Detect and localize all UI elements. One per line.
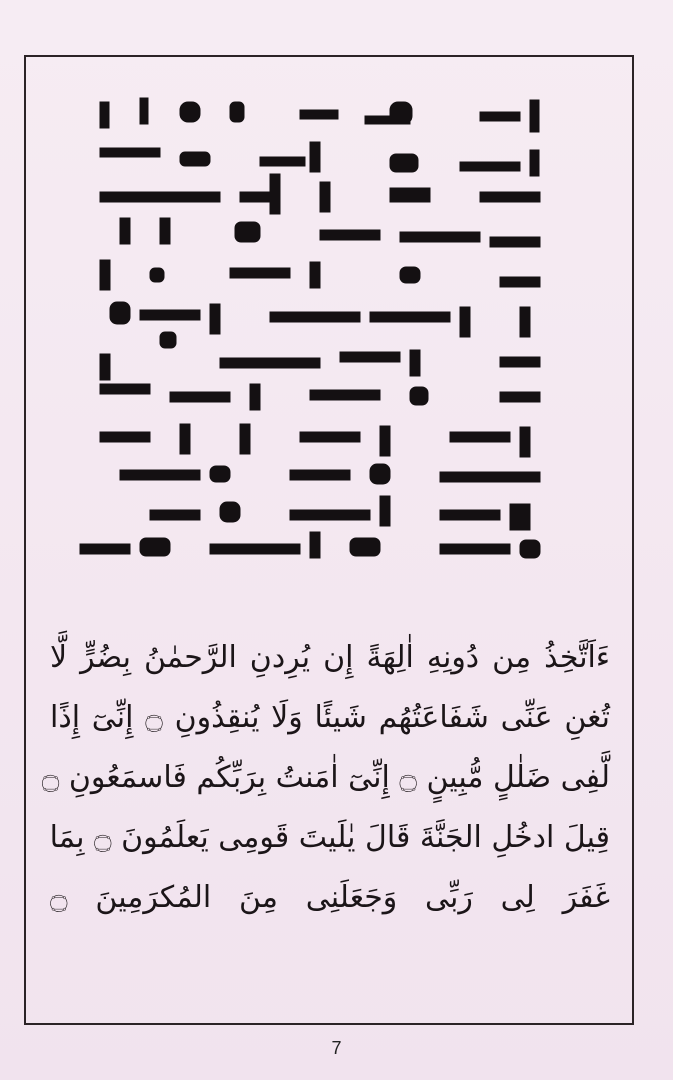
kufic-calligraphy (60, 92, 580, 562)
text-line: تُغنِ عَنِّى شَفَاعَتُهُم شَيئًا وَلَا يُنقِذُونِ ۝ إِنِّىٓ إِذًا (50, 700, 610, 735)
page-number: 7 (331, 1038, 342, 1058)
naskh-arabic-text (41, 628, 610, 928)
kufic-script-image (60, 92, 580, 562)
text-line: لَّفِى ضَلٰلٍ مُّبِينٍ ۝ إِنِّىٓ اٰمَنتُ بِرَبِّكُم فَاسمَعُونِ ۝ (41, 760, 610, 795)
text-line: غَفَرَ لِى رَبِّى وَجَعَلَنِى مِنَ المُكرَمِينَ ۝ (50, 880, 610, 915)
text-line: ءَاَتَّخِذُ مِن دُونِهِ اٰلِهَةً إِن يُرِدنِ الرَّحمٰنُ بِضُرٍّ لَّا (50, 640, 610, 675)
text-line: قِيلَ ادخُلِ الجَنَّةَ قَالَ يٰلَيتَ قَومِى يَعلَمُونَ ۝ بِمَا (49, 820, 610, 855)
